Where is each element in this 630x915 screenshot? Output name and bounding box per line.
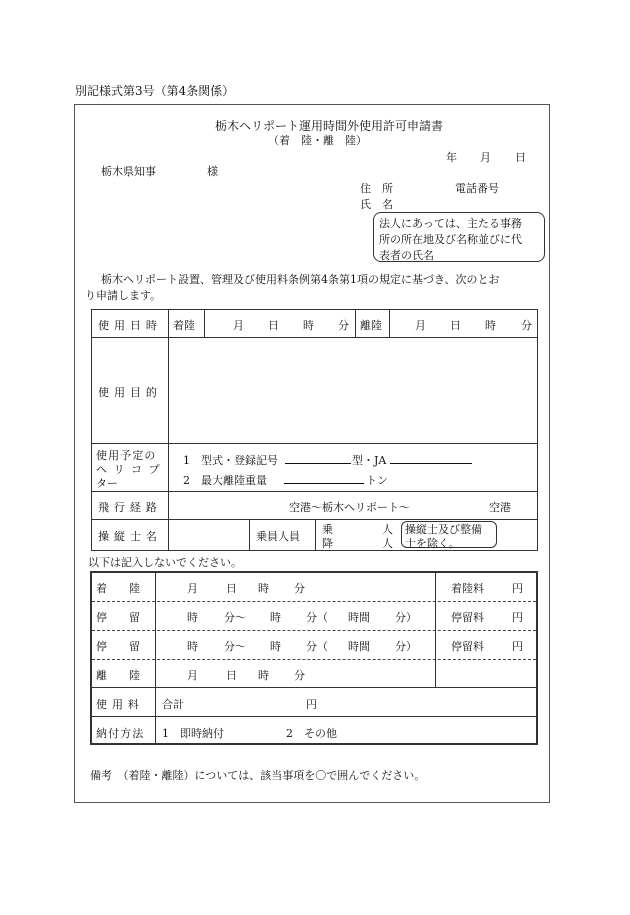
stay-2-end-minute: 分（ (306, 640, 328, 653)
boarding-unit: 人 (382, 523, 393, 536)
office-takeoff-label: 離 陸 (96, 669, 140, 682)
stay-2-minutes: 分） (395, 640, 417, 653)
statement-line-2: り申請します。 (85, 289, 162, 302)
helicopter-label-3: ター (96, 477, 118, 490)
type-registration-label: 1 型式・登録記号 (183, 454, 278, 467)
date-year-label: 年 (446, 151, 457, 164)
date-day-label: 日 (515, 151, 526, 164)
stay-2-start-hour: 時 (187, 640, 198, 653)
stay-2-start-minute: 分〜 (224, 640, 246, 653)
stay-2-hours: 時間 (348, 640, 370, 653)
route-end: 空港 (489, 501, 511, 514)
boarding-label: 乗 (322, 523, 333, 536)
office-use-notice: 以下は記入しないでください。 (88, 556, 242, 569)
type-blank (285, 452, 351, 464)
alighting-label: 降 (322, 537, 333, 550)
corporate-note-line-1: 法人にあっては、主たる事務 (379, 217, 522, 230)
stay-1-minutes: 分） (395, 611, 417, 624)
phone-label: 電話番号 (455, 182, 499, 195)
stay-fee-label-2: 停留料 (451, 640, 484, 653)
office-takeoff-minute: 分 (294, 669, 305, 682)
crew-note-line-1: 操縦士及び整備 (405, 523, 482, 536)
registration-blank (390, 452, 472, 464)
office-landing-label: 着 陸 (96, 582, 140, 595)
office-landing-month: 月 (187, 582, 198, 595)
landing-label: 着陸 (173, 319, 195, 332)
takeoff-month: 月 (415, 319, 426, 332)
form-subtitle: （着 陸・離 陸） (268, 134, 367, 147)
stay-1-end-minute: 分（ (306, 611, 328, 624)
office-landing-day: 日 (226, 582, 237, 595)
landing-day: 日 (268, 319, 279, 332)
route-label: 飛行経路 (98, 501, 162, 514)
stay-1-start-minute: 分〜 (224, 611, 246, 624)
office-use-table (90, 571, 538, 745)
helicopter-label-1: 使用予定の (96, 449, 157, 462)
use-datetime-label: 使用日時 (98, 319, 162, 332)
office-takeoff-month: 月 (187, 669, 198, 682)
remarks: 備考 （着陸・離陸）については、該当事項を〇で囲んでください。 (90, 769, 426, 782)
landing-fee-unit: 円 (512, 582, 523, 595)
takeoff-minute: 分 (521, 319, 532, 332)
corporate-note-line-2: 所の所在地及び名称並びに代 (379, 233, 522, 246)
address-label: 住 所 (360, 182, 393, 195)
payment-option-other: 2 その他 (286, 727, 337, 740)
max-weight-label: 2 最大離陸重量 (183, 474, 267, 487)
landing-month: 月 (233, 319, 244, 332)
name-label: 氏 名 (360, 198, 393, 211)
office-landing-minute: 分 (294, 582, 305, 595)
helicopter-label-2: ヘリコプ (96, 463, 167, 476)
office-takeoff-day: 日 (226, 669, 237, 682)
stay-fee-label-1: 停留料 (451, 611, 484, 624)
pilot-name-label: 操縦士名 (98, 530, 162, 543)
corporate-note-line-3: 表者の氏名 (379, 249, 434, 262)
crew-count-label: 乗員人員 (256, 530, 300, 543)
payment-option-immediate: 1 即時納付 (162, 727, 224, 740)
ton-unit: トン (366, 474, 388, 487)
office-takeoff-hour: 時 (258, 669, 269, 682)
stay-1-end-hour: 時 (270, 611, 281, 624)
office-stay-label-1: 停 留 (96, 611, 140, 624)
takeoff-label: 離陸 (360, 319, 382, 332)
usage-fee-label: 使用料 (96, 698, 144, 711)
takeoff-hour: 時 (485, 319, 496, 332)
payment-method-label: 納付方法 (96, 727, 145, 740)
type-suffix: 型・JA (352, 454, 387, 467)
purpose-label: 使用目的 (98, 386, 162, 399)
statement-line-1: 栃木ヘリポート設置、管理及び使用料条例第4条第1項の規定に基づき、次のとお (101, 273, 500, 286)
stay-2-end-hour: 時 (270, 640, 281, 653)
fee-total-label: 合計 (162, 698, 184, 711)
office-stay-label-2: 停 留 (96, 640, 140, 653)
stay-1-start-hour: 時 (187, 611, 198, 624)
stay-1-hours: 時間 (348, 611, 370, 624)
addressee-honorific: 様 (207, 165, 218, 178)
addressee-name: 栃木県知事 (101, 165, 156, 178)
office-landing-hour: 時 (258, 582, 269, 595)
landing-minute: 分 (338, 319, 349, 332)
landing-hour: 時 (303, 319, 314, 332)
alighting-unit: 人 (382, 537, 393, 550)
fee-total-unit: 円 (306, 698, 317, 711)
landing-fee-label: 着陸料 (451, 582, 484, 595)
takeoff-day: 日 (450, 319, 461, 332)
form-title: 栃木ヘリポート運用時間外使用許可申請書 (215, 119, 444, 133)
date-month-label: 月 (480, 151, 491, 164)
weight-blank (284, 472, 364, 484)
form-reference: 別記様式第3号（第4条関係） (75, 84, 235, 98)
stay-fee-unit-2: 円 (512, 640, 523, 653)
crew-note-line-2: 士を除く。 (405, 537, 460, 550)
stay-fee-unit-1: 円 (512, 611, 523, 624)
route-text: 空港〜栃木ヘリポート〜 (289, 501, 410, 514)
